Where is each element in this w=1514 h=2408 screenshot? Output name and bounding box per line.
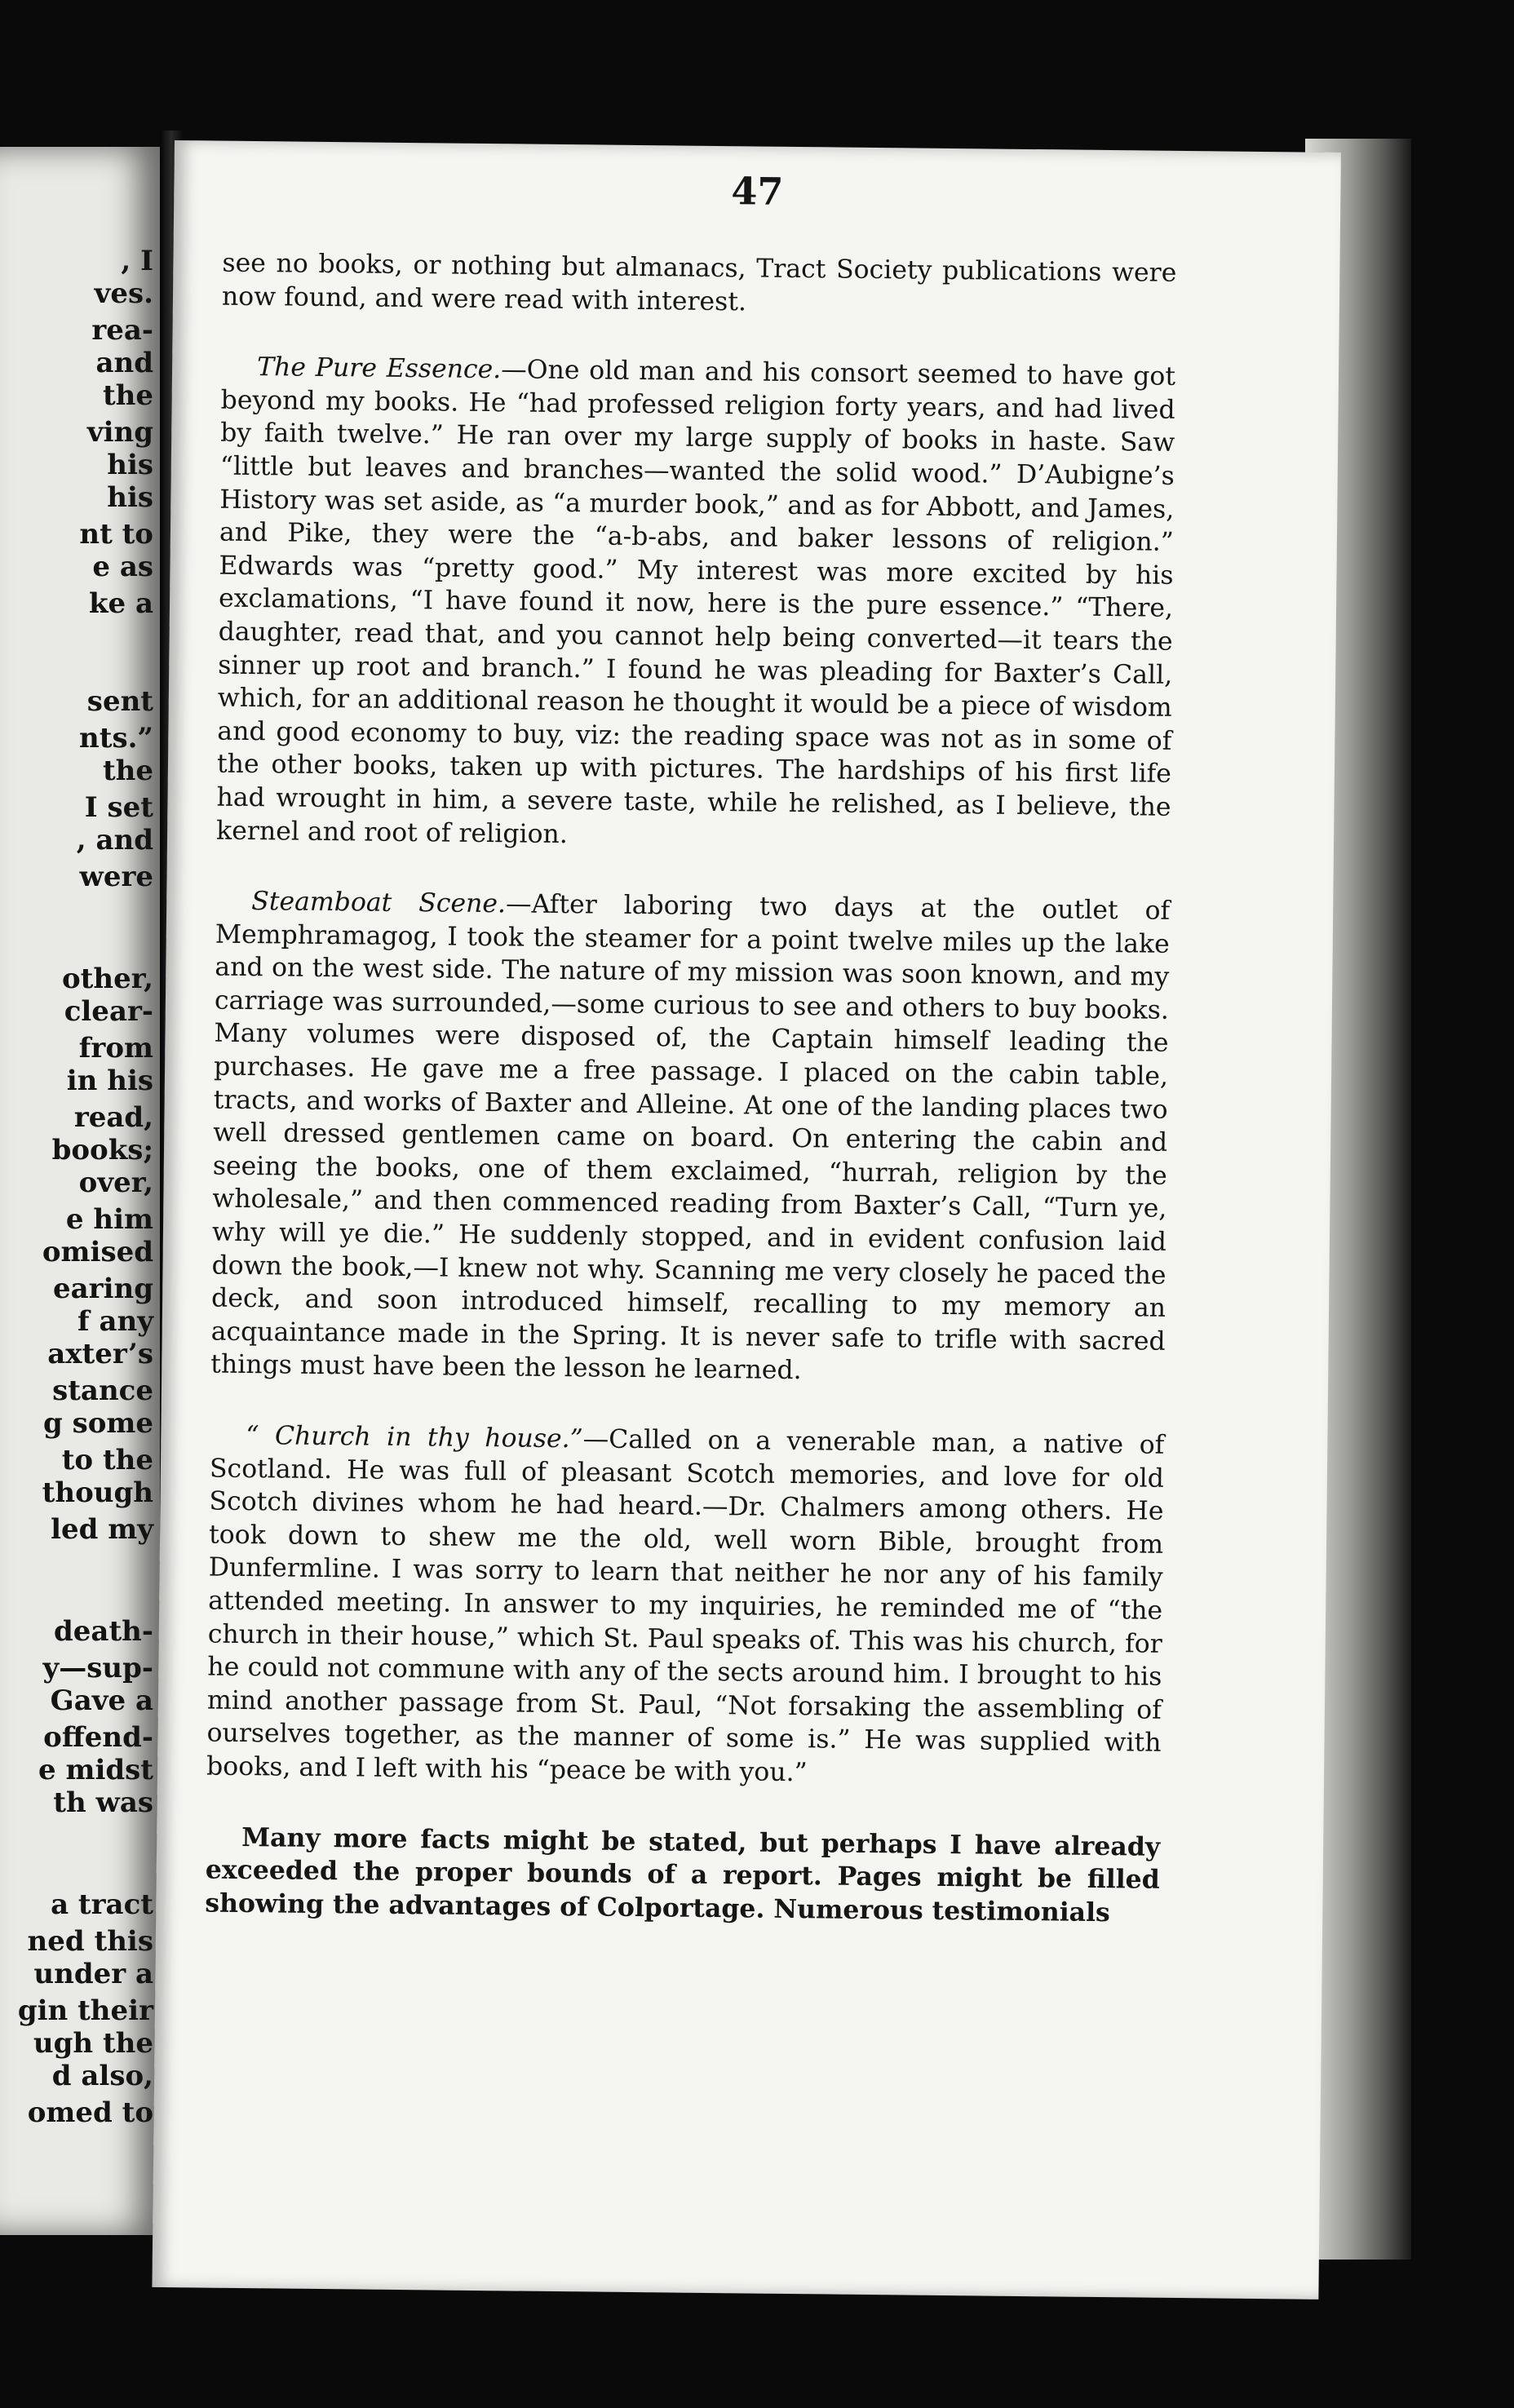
facing-page-line-fragment: the: [102, 755, 153, 787]
facing-page-line-fragment: death-: [54, 1615, 153, 1648]
facing-page-line-fragment: sent: [86, 685, 153, 718]
facing-page-line-fragment: e as: [92, 551, 153, 583]
facing-page-line-fragment: stance: [52, 1374, 153, 1407]
facing-page-line-fragment: ves.: [94, 277, 153, 310]
facing-page-line-fragment: d also,: [51, 2060, 153, 2092]
facing-page-line-fragment: to the: [61, 1444, 153, 1476]
facing-page-line-fragment: nts.”: [79, 722, 153, 755]
page-text: [205, 247, 1177, 1968]
section-text: —One old man and his consort seemed to have got beyond my books. He “had professed religion forty years, and had lived by faith twelve.” He ran over my large supply of books in haste. Saw “little but leaves and branches—wanted the solid wood.” D’Aubigne’s History was set aside, as “a murder book,” and as for Abbott, and James, and Pike, they were the “a-b-abs, and baker lessons of religion.” Edwards was “pretty good.” My interest was more excited by his exclamations, “I have found it now, here is the pure essence.” “There, daughter, read that, and you cannot help being converted—it tears the sinner up root and branch.” I found he was pleading for Baxter’s Call, which, for an additional reason he thought it would be a piece of wisdom and good economy to buy, viz: the reading space was not as in some of the other books, taken up with pictures. The hardships of his first life had wrought in him, a severe taste, while he relished, as I believe, the kernel and root of religion.: [215, 355, 1176, 849]
section-heading: “ Church in thy house.”: [246, 1421, 583, 1454]
facing-page-line-fragment: from: [78, 1032, 153, 1065]
facing-page: [0, 147, 163, 2235]
facing-page-line-fragment: read,: [73, 1101, 153, 1134]
facing-page-line-fragment: e him: [65, 1203, 153, 1236]
facing-page-line-fragment: I set: [84, 791, 153, 824]
section-heading: Steamboat Scene.: [251, 887, 507, 919]
facing-page-line-fragment: his: [107, 449, 153, 481]
facing-page-line-fragment: f any: [77, 1305, 153, 1338]
facing-page-line-fragment: axter’s: [47, 1338, 153, 1370]
facing-page-line-fragment: clear-: [64, 995, 153, 1028]
facing-page-line-fragment: e midst: [38, 1754, 153, 1786]
facing-page-line-fragment: ugh the: [33, 2027, 153, 2060]
facing-page-line-fragment: were: [79, 861, 153, 893]
facing-page-line-fragment: Gave a: [50, 1684, 153, 1717]
facing-page-line-fragment: omised: [42, 1236, 153, 1268]
facing-page-line-fragment: nt to: [79, 518, 153, 551]
closing-paragraph: Many more facts might be stated, but perhaps I have already exceeded the proper bounds of a report. Pages might be filled showing the advantages of Colportage. Numerous testimonials: [205, 1821, 1161, 1928]
facing-page-line-fragment: in his: [66, 1065, 153, 1097]
section-text: —Called on a venerable man, a native of Scotland. He was full of pleasant Scotch memories, and love for old Scotch divines whom he had heard.—Dr. Chalmers among others. He took down to shew me the old, well worn Bible, brought from Dunfermline. I was sorry to learn that neither he nor any of his family attended meeting. In answer to my inquiries, he reminded me of “the church in their house,” which St. Paul speaks of. This was his church, for he could not commune with any of the sects around him. I brought to his mind another passage from St. Paul, “Not forsaking the assembling of ourselves together, as the manner of some is.” He was supplied with books, and I left with his “peace be with you.”: [206, 1424, 1165, 1788]
section-church-in-thy-house: [206, 1419, 1165, 1794]
facing-page-line-fragment: gin their: [17, 1994, 153, 2027]
facing-page-line-fragment: led my: [51, 1513, 153, 1546]
facing-page-line-fragment: his: [107, 481, 153, 514]
facing-page-line-fragment: the: [102, 379, 153, 412]
facing-page-line-fragment: omed to: [27, 2096, 153, 2129]
facing-page-line-fragment: , I: [121, 245, 153, 277]
book-page: [152, 140, 1340, 2300]
facing-page-line-fragment: th was: [53, 1786, 153, 1819]
opening-paragraph: see no books, or nothing but almanacs, Tract Society publications were now found, and were read with interest.: [221, 248, 1177, 316]
facing-page-line-fragment: , and: [76, 824, 153, 857]
section-heading: The Pure Essence.: [256, 352, 502, 385]
facing-page-line-fragment: a tract: [51, 1888, 153, 1921]
facing-page-line-fragment: under a: [33, 1958, 153, 1990]
page-number: 47: [731, 169, 784, 214]
section-pure-essence: [216, 351, 1175, 857]
facing-page-line-fragment: rea-: [91, 314, 153, 347]
facing-page-line-fragment: and: [95, 347, 153, 379]
facing-page-line-fragment: y—sup-: [42, 1652, 153, 1684]
facing-page-line-fragment: over,: [78, 1166, 153, 1199]
facing-page-line-fragment: offend-: [43, 1721, 153, 1754]
facing-page-line-fragment: ned this: [27, 1925, 153, 1958]
facing-page-line-fragment: earing: [53, 1273, 153, 1305]
facing-page-line-fragment: though: [42, 1476, 153, 1509]
facing-page-line-fragment: ving: [86, 416, 153, 449]
facing-page-line-fragment: ke a: [88, 587, 153, 620]
section-text: —After laboring two days at the outlet of Memphramagog, I took the steamer for a point twelve miles up the lake and on the west side. The nature of my mission was soon known, and my carriage was surrounded,—some curious to see and others to buy books. Many volumes were disposed of, the Captain himself leading the purchases. He gave me a free passage. I placed on the cabin table, tracts, and works of Baxter and Alleine. At one of the landing places two well dressed gentlemen came on board. On entering the cabin and seeing the books, one of them exclaimed, “hurrah, religion by the wholesale,” and then commenced reading from Baxter’s Call, “Turn ye, why will ye die.” He suddenly stopped, and in evident confusion laid down the book,—I knew not why. Scanning me very closely he paced the deck, and soon introduced himself, recalling to my memory an acquaintance made in the Spring. It is never safe to trifle with sacred things must have been the lesson he learned.: [210, 889, 1171, 1386]
facing-page-line-fragment: g some: [42, 1407, 153, 1440]
section-steamboat-scene: [210, 885, 1170, 1392]
facing-page-line-fragment: books;: [51, 1134, 153, 1166]
facing-page-line-fragment: other,: [61, 963, 153, 995]
